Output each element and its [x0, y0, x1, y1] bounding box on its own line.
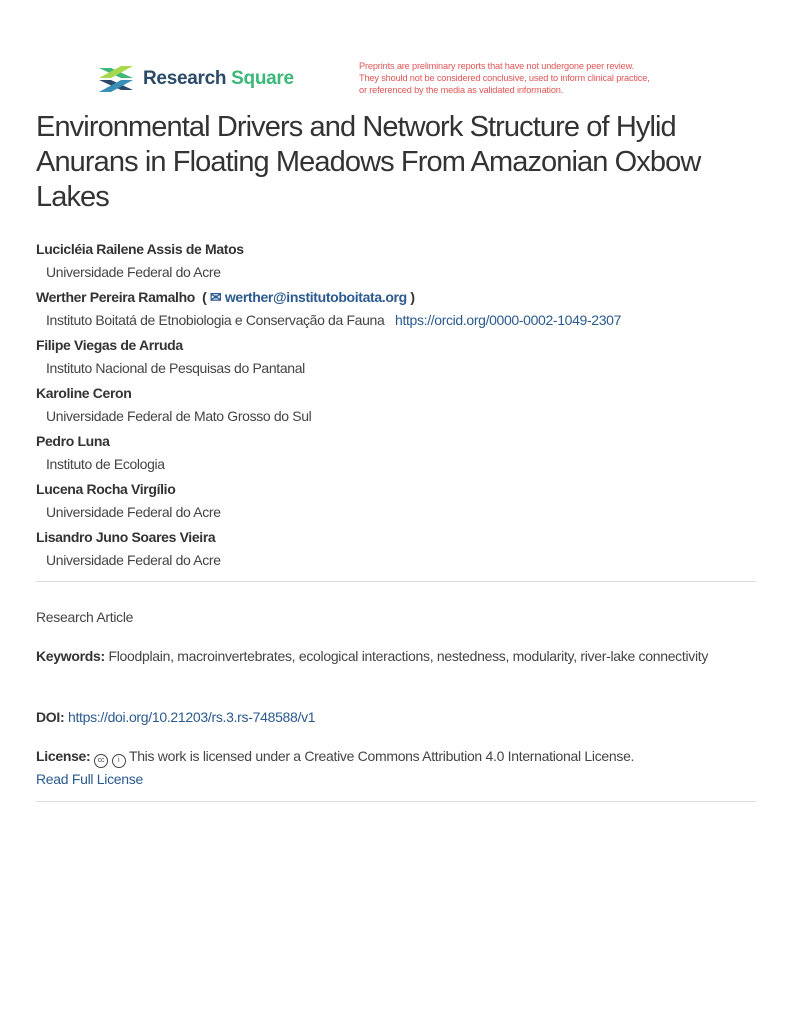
- divider: [36, 581, 756, 582]
- preprint-notice: [359, 60, 650, 96]
- article-type: Research Article: [36, 609, 134, 625]
- email-icon: ✉: [209, 289, 222, 305]
- notice-line: Preprints are preliminary reports that have not undergone peer review.: [359, 61, 634, 71]
- author-name-line: Werther Pereira Ramalho ( ✉ werther@institutoboitata.org ): [36, 289, 415, 305]
- logo-word-square: Square: [231, 68, 294, 89]
- logo-text: [143, 68, 294, 90]
- logo-word-research: Research: [143, 68, 227, 89]
- author-affiliation: Universidade Federal do Acre: [46, 264, 221, 280]
- author-affiliation: Instituto Boitatá de Etnobiologia e Conservação da Fauna: [46, 312, 385, 328]
- orcid-link[interactable]: https://orcid.org/0000-0002-1049-2307: [395, 312, 622, 328]
- keywords-label: Keywords:: [36, 648, 105, 664]
- author-affiliation: Universidade Federal de Mato Grosso do Sul: [46, 408, 312, 424]
- author: [36, 430, 621, 476]
- author-name: Lisandro Juno Soares Vieira: [36, 529, 216, 545]
- author-name: Pedro Luna: [36, 433, 110, 449]
- notice-line: or referenced by the media as validated information.: [359, 85, 564, 95]
- author-name: Lucena Rocha Virgílio: [36, 481, 176, 497]
- author: [36, 526, 621, 572]
- author-name: Filipe Viegas de Arruda: [36, 337, 183, 353]
- research-square-logo[interactable]: [97, 64, 294, 94]
- license-label: License:: [36, 748, 91, 764]
- keywords-value: Floodplain, macroinvertebrates, ecological interactions, nestedness, modularity, river-lake connectivity: [108, 648, 709, 664]
- cc-icon: cc: [94, 754, 108, 768]
- author: [36, 382, 621, 428]
- license: [36, 745, 736, 790]
- author: [36, 238, 621, 284]
- author: [36, 334, 621, 380]
- read-full-license-link[interactable]: Read Full License: [36, 771, 143, 787]
- notice-line: They should not be considered conclusive, used to inform clinical practice,: [359, 73, 650, 83]
- author-name: Werther Pereira Ramalho: [36, 289, 195, 305]
- doi-link[interactable]: https://doi.org/10.21203/rs.3.rs-748588/v1: [67, 709, 316, 725]
- author-affiliation: Instituto Nacional de Pesquisas do Pantanal: [46, 360, 305, 376]
- author-affiliation: Instituto de Ecologia: [46, 456, 165, 472]
- author-list: [36, 238, 621, 574]
- doi-label: DOI:: [36, 709, 65, 725]
- author-email-link[interactable]: werther@institutoboitata.org: [224, 289, 407, 305]
- divider: [36, 801, 756, 802]
- keywords: [36, 645, 736, 667]
- license-text: This work is licensed under a Creative Commons Attribution 4.0 International License.: [128, 748, 635, 764]
- author-name: Lucicléia Railene Assis de Matos: [36, 241, 244, 257]
- author-name: Karoline Ceron: [36, 385, 132, 401]
- logo-mark-icon: [97, 64, 135, 94]
- author-affiliation: Universidade Federal do Acre: [46, 504, 221, 520]
- author: [36, 286, 621, 332]
- author-affiliation-line: [36, 308, 621, 332]
- paper-title: Environmental Drivers and Network Structure of Hylid Anurans in Floating Meadows From Amazonian Oxbow Lakes: [36, 111, 701, 213]
- doi: [36, 706, 736, 728]
- author: [36, 478, 621, 524]
- author-affiliation: Universidade Federal do Acre: [46, 552, 221, 568]
- attribution-icon: i: [112, 754, 126, 768]
